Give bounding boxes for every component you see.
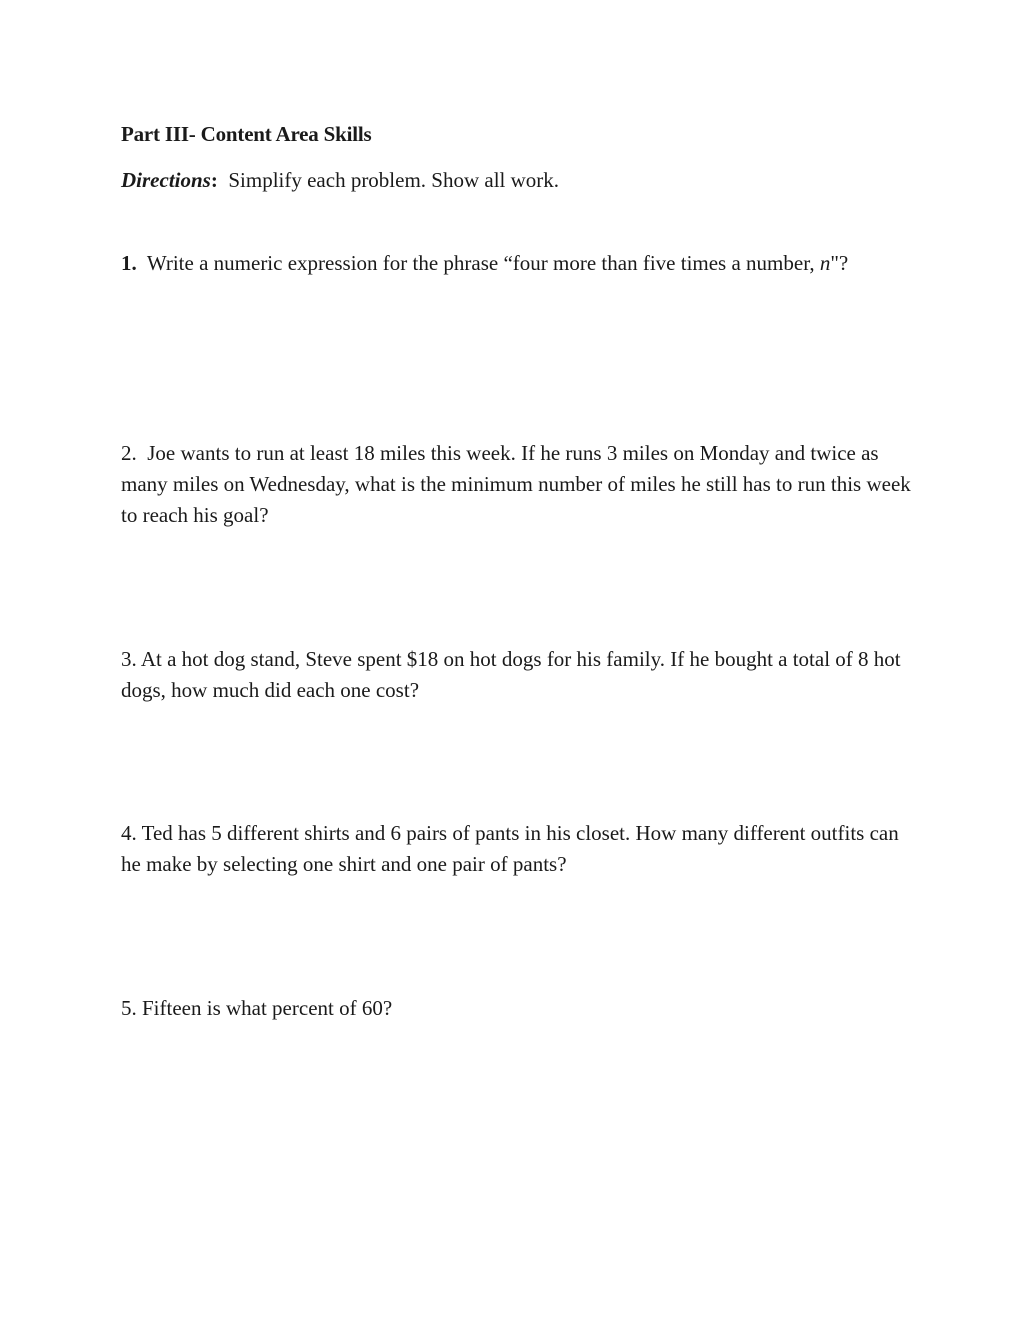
question-number: 4. xyxy=(121,821,137,845)
question-number: 5. xyxy=(121,996,137,1020)
directions-label: Directions xyxy=(121,168,211,192)
question-number: 2. xyxy=(121,441,137,465)
question-text: Fifteen is what percent of 60? xyxy=(142,996,393,1020)
question-number: 1. xyxy=(121,251,137,275)
directions-text: Simplify each problem. Show all work. xyxy=(228,168,560,192)
directions-colon: : xyxy=(210,168,218,192)
question-4 xyxy=(121,818,911,880)
directions xyxy=(121,168,559,193)
question-text: At a hot dog stand, Steve spent $18 on hot dogs for his family. If he bought a total of 8 hot dogs, how much did each one cost? xyxy=(121,647,901,702)
question-5 xyxy=(121,993,911,1024)
question-variable: n xyxy=(819,251,831,275)
question-text: Ted has 5 different shirts and 6 pairs of pants in his closet. How many different outfits can he make by selecting one shirt and one pair of pants? xyxy=(121,821,899,876)
question-text: Write a numeric expression for the phrase “four more than five times a number, xyxy=(146,251,820,275)
question-text: Joe wants to run at least 18 miles this week. If he runs 3 miles on Monday and twice as many miles on Wednesday, what is the minimum number of miles he still has to run this week to reach his goal? xyxy=(121,441,911,527)
question-1 xyxy=(121,248,911,279)
section-heading: Part III- Content Area Skills xyxy=(121,122,372,146)
question-3 xyxy=(121,644,911,706)
question-number: 3. xyxy=(121,647,137,671)
question-text-end: "? xyxy=(830,251,849,275)
question-2 xyxy=(121,438,911,531)
